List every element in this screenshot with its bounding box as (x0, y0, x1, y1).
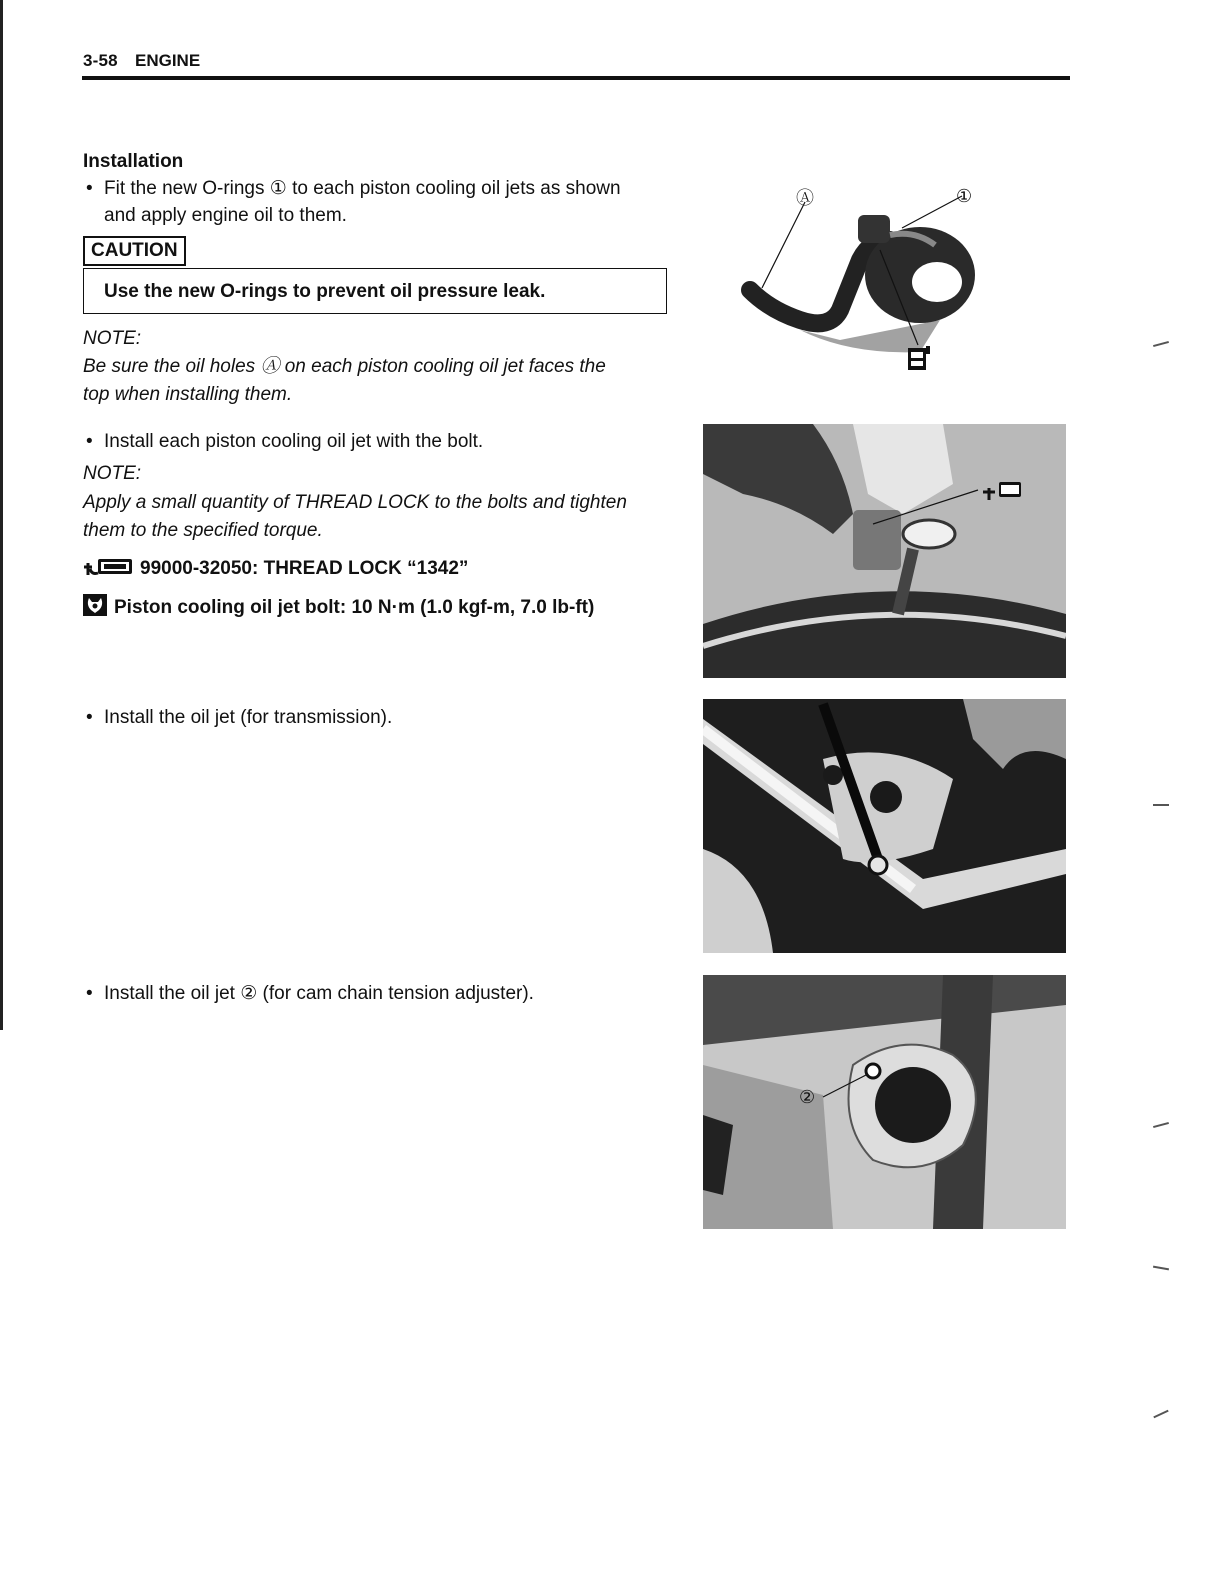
torque-spec-text: Piston cooling oil jet bolt: 10 N·m (1.0 kgf-m, 7.0 lb-ft) (114, 597, 595, 618)
bullet-install-transmission-jet: • Install the oil jet (for transmission). (86, 704, 686, 731)
bullet-install-cam-chain-jet: • Install the oil jet ② (for cam chain tension adjuster). (86, 980, 686, 1007)
page-edge-rule (0, 0, 3, 1030)
figure-bolt-install (703, 424, 1066, 678)
caution-text: Use the new O-rings to prevent oil pressure leak. (104, 281, 546, 302)
scan-mark (1153, 804, 1169, 806)
torque-wrench-icon (82, 593, 108, 623)
bolt-install-photo (703, 424, 1066, 678)
header-rule (82, 76, 1070, 80)
bullet-text: Install each piston cooling oil jet with the bolt. (104, 431, 484, 452)
bullet-install-jet: • Install each piston cooling oil jet with the bolt. (86, 428, 686, 455)
note-label: NOTE: (83, 463, 142, 484)
note-line: Apply a small quantity of THREAD LOCK to the bolts and tighten (83, 492, 627, 513)
torque-spec (82, 593, 594, 623)
figure-cam-chain-jet (703, 975, 1066, 1229)
note-line: them to the specified torque. (83, 520, 323, 541)
oil-jet-illustration (740, 180, 1070, 380)
section-title: ENGINE (135, 51, 201, 70)
note-text (83, 353, 683, 409)
threadlock-spec (82, 555, 468, 583)
fig1-label-1: ① (956, 186, 973, 206)
note-label: NOTE: (83, 328, 142, 349)
scan-mark (1153, 1410, 1168, 1419)
bullet-text: Install the oil jet (for transmission). (104, 707, 393, 728)
bullet-text: Fit the new O-rings ① to each piston cooling oil jets as shown (104, 178, 621, 199)
cam-chain-jet-photo (703, 975, 1066, 1229)
scan-mark (1153, 1122, 1169, 1128)
bullet-text-cont: and apply engine oil to them. (104, 205, 347, 226)
figure-transmission-jet (703, 699, 1066, 953)
note-line: top when installing them. (83, 384, 293, 405)
note-text (83, 489, 683, 545)
threadlock-spec-text: 99000-32050: THREAD LOCK “1342” (140, 558, 469, 579)
fig1-label-a: Ⓐ (796, 188, 814, 208)
figure-oil-jet-part (740, 180, 1070, 380)
caution-label: CAUTION (83, 236, 186, 266)
installation-heading: Installation (83, 151, 184, 172)
fig4-label-2: ② (799, 1087, 816, 1107)
bullet-text: Install the oil jet ② (for cam chain tension adjuster). (104, 983, 534, 1004)
scan-mark (1153, 1266, 1169, 1271)
scan-mark (1153, 341, 1169, 347)
note-line: Be sure the oil holes Ⓐ on each piston cooling oil jet faces the (83, 356, 606, 377)
bullet-fit-o-rings: • Fit the new O-rings ① to each piston cooling oil jets as shown and apply engine oil to them. (86, 175, 686, 229)
engine-oil-icon (908, 346, 930, 370)
thread-lock-icon (82, 555, 134, 583)
page-number: 3-58 (83, 51, 118, 70)
transmission-jet-photo (703, 699, 1066, 953)
